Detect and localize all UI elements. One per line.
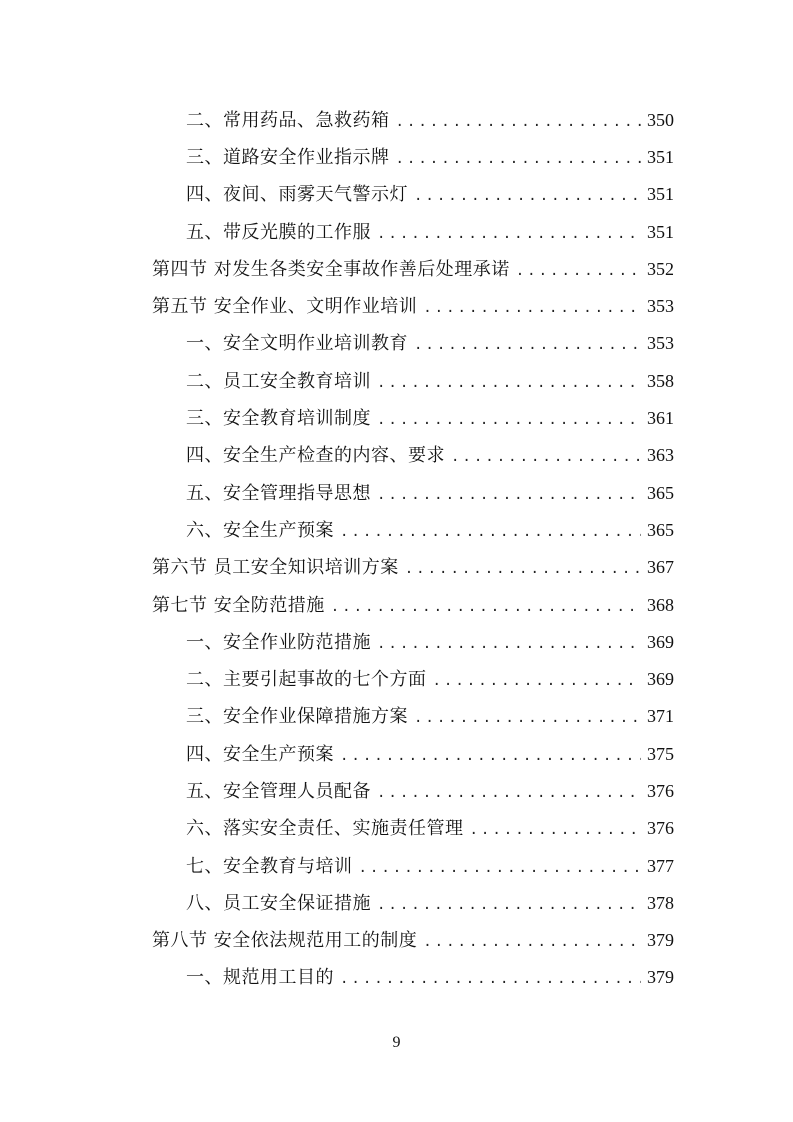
toc-entry-line <box>186 852 793 878</box>
dot-leader <box>396 114 642 130</box>
toc-entry[interactable] <box>0 697 793 734</box>
toc-entry-page: 371 <box>647 706 674 727</box>
toc-entry[interactable] <box>0 249 793 286</box>
toc-entry-line <box>186 367 793 393</box>
toc-entry[interactable] <box>0 548 793 585</box>
toc-entry-title: 第八节 安全依法规范用工的制度 <box>152 930 418 952</box>
toc-entry-line <box>186 814 793 840</box>
dot-leader <box>414 710 641 726</box>
toc-entry[interactable] <box>0 659 793 696</box>
toc-entry-page: 368 <box>647 594 674 615</box>
toc-entry-page: 369 <box>647 631 674 652</box>
toc-entry-page: 376 <box>647 780 674 801</box>
toc-entry-line <box>186 106 793 132</box>
toc-entry-line <box>152 255 793 281</box>
toc-entry-line <box>186 702 793 728</box>
toc-entry-page: 351 <box>647 184 674 205</box>
toc-entry[interactable] <box>0 436 793 473</box>
toc-entry-page: 377 <box>647 855 674 876</box>
toc-entry[interactable] <box>0 286 793 323</box>
toc-entry[interactable] <box>0 361 793 398</box>
toc-entry-page: 378 <box>647 892 674 913</box>
dot-leader <box>433 673 642 689</box>
toc-entry[interactable] <box>0 958 793 995</box>
toc-entry[interactable] <box>0 883 793 920</box>
toc-entry-line <box>152 591 793 617</box>
toc-entry-title: 三、安全教育培训制度 <box>186 408 371 430</box>
toc-entry-title: 一、安全文明作业培训教育 <box>186 333 408 355</box>
dot-leader <box>470 822 642 838</box>
toc-entry-line <box>186 180 793 206</box>
toc-entry-title: 六、落实安全责任、实施责任管理 <box>186 818 464 840</box>
toc-entry[interactable] <box>0 846 793 883</box>
toc-entry-page: 363 <box>647 445 674 466</box>
toc-entry-page: 353 <box>647 296 674 317</box>
toc-entry-line <box>186 329 793 355</box>
dot-leader <box>516 263 641 279</box>
toc-entry-page: 365 <box>647 482 674 503</box>
toc-entry-title: 第六节 员工安全知识培训方案 <box>152 557 399 579</box>
toc-entry-line <box>186 516 793 542</box>
toc-entry[interactable] <box>0 175 793 212</box>
toc-entry-title: 五、安全管理人员配备 <box>186 780 371 802</box>
toc-entry-title: 五、带反光膜的工作服 <box>186 221 371 243</box>
dot-leader <box>414 337 641 353</box>
toc-entry[interactable] <box>0 398 793 435</box>
toc-entry[interactable] <box>0 921 793 958</box>
dot-leader <box>340 748 641 764</box>
dot-leader <box>414 188 641 204</box>
dot-leader <box>377 412 641 428</box>
toc-entry[interactable] <box>0 100 793 137</box>
toc-entry-page: 369 <box>647 669 674 690</box>
toc-entry-page: 375 <box>647 743 674 764</box>
toc-entry-line <box>186 441 793 467</box>
toc-entry[interactable] <box>0 137 793 174</box>
toc-entry-title: 五、安全管理指导思想 <box>186 482 371 504</box>
table-of-contents <box>0 100 793 995</box>
dot-leader <box>451 449 641 465</box>
toc-entry-title: 一、安全作业防范措施 <box>186 631 371 653</box>
toc-entry-page: 353 <box>647 333 674 354</box>
toc-entry-title: 六、安全生产预案 <box>186 519 334 541</box>
toc-entry-line <box>186 665 793 691</box>
dot-leader <box>423 934 641 950</box>
toc-entry[interactable] <box>0 771 793 808</box>
toc-entry-line <box>186 628 793 654</box>
dot-leader <box>359 860 642 876</box>
toc-entry-title: 三、道路安全作业指示牌 <box>186 146 390 168</box>
toc-entry-line <box>186 218 793 244</box>
toc-entry-page: 358 <box>647 370 674 391</box>
toc-entry-page: 351 <box>647 221 674 242</box>
toc-entry-title: 第五节 安全作业、文明作业培训 <box>152 296 418 318</box>
toc-entry-line <box>152 553 793 579</box>
dot-leader <box>340 971 641 987</box>
dot-leader <box>340 524 641 540</box>
toc-entry-title: 二、主要引起事故的七个方面 <box>186 669 427 691</box>
toc-entry-page: 361 <box>647 408 674 429</box>
toc-entry-line <box>186 889 793 915</box>
toc-entry-page: 365 <box>647 519 674 540</box>
toc-entry-page: 367 <box>647 557 674 578</box>
dot-leader <box>331 599 641 615</box>
toc-entry-line <box>152 926 793 952</box>
dot-leader <box>405 561 641 577</box>
toc-entry-line <box>186 740 793 766</box>
toc-entry-title: 四、安全生产检查的内容、要求 <box>186 445 445 467</box>
toc-entry[interactable] <box>0 212 793 249</box>
toc-entry[interactable] <box>0 809 793 846</box>
toc-entry-page: 379 <box>647 967 674 988</box>
toc-entry[interactable] <box>0 324 793 361</box>
dot-leader <box>377 487 641 503</box>
dot-leader <box>377 375 641 391</box>
toc-entry-title: 二、员工安全教育培训 <box>186 370 371 392</box>
toc-entry[interactable] <box>0 585 793 622</box>
toc-entry-page: 376 <box>647 818 674 839</box>
toc-entry-page: 350 <box>647 109 674 130</box>
toc-entry-title: 七、安全教育与培训 <box>186 855 353 877</box>
page-number: 9 <box>392 1034 401 1051</box>
toc-entry-line <box>152 292 793 318</box>
toc-entry[interactable] <box>0 734 793 771</box>
toc-entry-line <box>186 963 793 989</box>
toc-entry-title: 第四节 对发生各类安全事故作善后处理承诺 <box>152 258 510 280</box>
dot-leader <box>377 785 641 801</box>
dot-leader <box>423 300 641 316</box>
toc-entry-title: 第七节 安全防范措施 <box>152 594 325 616</box>
toc-entry-line <box>186 143 793 169</box>
dot-leader <box>396 151 642 167</box>
toc-entry-title: 四、安全生产预案 <box>186 743 334 765</box>
toc-entry-line <box>186 404 793 430</box>
toc-entry-title: 三、安全作业保障措施方案 <box>186 706 408 728</box>
toc-entry[interactable] <box>0 510 793 547</box>
toc-entry-page: 352 <box>647 258 674 279</box>
toc-entry[interactable] <box>0 622 793 659</box>
toc-entry-title: 一、规范用工目的 <box>186 967 334 989</box>
toc-entry-page: 379 <box>647 930 674 951</box>
toc-entry[interactable] <box>0 473 793 510</box>
toc-entry-page: 351 <box>647 146 674 167</box>
dot-leader <box>377 636 641 652</box>
toc-entry-line <box>186 777 793 803</box>
toc-entry-title: 四、夜间、雨雾天气警示灯 <box>186 184 408 206</box>
dot-leader <box>377 897 641 913</box>
toc-entry-line <box>186 479 793 505</box>
toc-entry-title: 八、员工安全保证措施 <box>186 892 371 914</box>
dot-leader <box>377 226 641 242</box>
toc-entry-title: 二、常用药品、急救药箱 <box>186 109 390 131</box>
